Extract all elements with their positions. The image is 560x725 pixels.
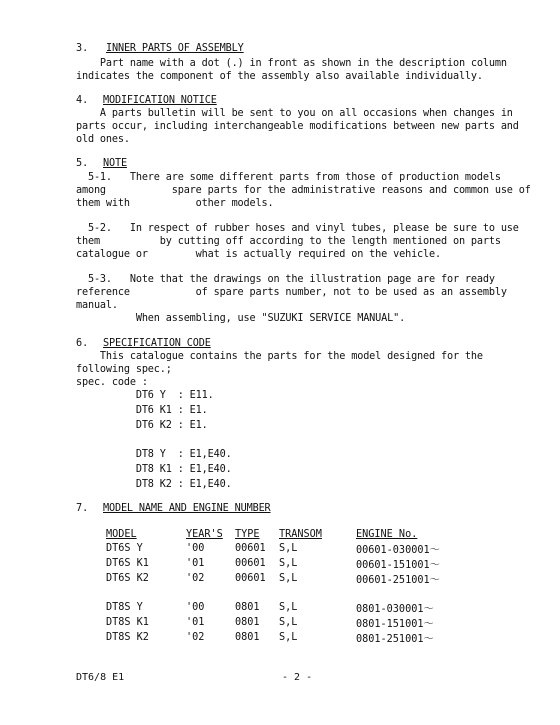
cell-year: '02 [186,573,205,584]
note-5-3-line-4: When assembling, use "SUZUKI SERVICE MANUAL". [76,313,406,324]
section-6-line-3: spec. code : [76,377,148,388]
table-row [106,541,446,556]
cell-transom: S,L [279,573,298,584]
spec-code-dt8-k1: DT8 K1 : E1,E40. [76,464,232,475]
spec-code-dt8-k2: DT8 K2 : E1,E40. [76,479,232,490]
table-row [106,571,446,586]
section-6-number: 6. [76,338,89,349]
section-5-title: NOTE [103,158,127,169]
section-3-line-2: indicates the component of the assembly also available individually. [76,71,483,82]
table-spacer-row [106,586,446,600]
cell-transom: S,L [279,543,298,554]
header-transom: TRANSOM [279,529,322,540]
cell-transom: S,L [279,602,298,613]
cell-model: DT8S K2 [106,632,149,643]
section-3-line-1: Part name with a dot (.) in front as shown in the description column [76,58,507,69]
cell-model: DT8S K1 [106,617,149,628]
cell-engine-no: 0801-030001～ [356,604,434,615]
note-5-1-line-3: them with other models. [76,198,274,209]
cell-engine-no: 00601-030001～ [356,545,440,556]
spec-code-dt6-k1: DT6 K1 : E1. [76,405,208,416]
model-engine-table [106,528,446,645]
cell-engine-no: 0801-151001～ [356,619,434,630]
note-5-2-line-3: catalogue or what is actually required on the vehicle. [76,249,441,260]
note-5-3-line-1: 5-3. Note that the drawings on the illustration page are for ready [76,274,495,285]
cell-type: 00601 [235,573,266,584]
table-row [106,556,446,571]
page-number: - 2 - [282,672,313,683]
cell-model: DT8S Y [106,602,143,613]
note-5-3-line-2: reference of spare parts number, not to be used as an assembly [76,287,507,298]
header-model: MODEL [106,529,137,540]
section-5-number: 5. [76,158,89,169]
spec-code-dt8-y: DT8 Y : E1,E40. [76,449,232,460]
note-5-3-line-3: manual. [76,300,118,311]
spec-code-dt6-k2: DT6 K2 : E1. [76,420,208,431]
section-4-line-3: old ones. [76,134,130,145]
cell-year: '01 [186,617,205,628]
cell-transom: S,L [279,632,298,643]
cell-model: DT6S K1 [106,558,149,569]
cell-type: 0801 [235,632,260,643]
section-6-title: SPECIFICATION CODE [103,338,211,349]
section-6-line-1: This catalogue contains the parts for the model designed for the [76,351,483,362]
cell-engine-no: 0801-251001～ [356,634,434,645]
cell-model: DT6S Y [106,543,143,554]
cell-year: '00 [186,602,205,613]
section-3-title: INNER PARTS OF ASSEMBLY [106,43,244,54]
table-row [106,630,446,645]
section-4-line-2: parts occur, including interchangeable modifications between new parts and [76,121,519,132]
header-type: TYPE [235,529,260,540]
section-4-line-1: A parts bulletin will be sent to you on all occasions when changes in [76,108,513,119]
spec-code-dt6-y: DT6 Y : E11. [76,390,214,401]
cell-type: 00601 [235,543,266,554]
cell-transom: S,L [279,617,298,628]
note-5-1-line-2: among spare parts for the administrative reasons and common use of [76,185,531,196]
cell-transom: S,L [279,558,298,569]
table-header-row [106,528,446,541]
header-engine-no: ENGINE No. [356,529,418,540]
cell-year: '01 [186,558,205,569]
section-3-number: 3. [76,43,89,54]
note-5-2-line-1: 5-2. In respect of rubber hoses and vinyl tubes, please be sure to use [76,223,519,234]
cell-type: 00601 [235,558,266,569]
cell-year: '02 [186,632,205,643]
footer-model-code: DT6/8 E1 [76,672,125,683]
section-7-title: MODEL NAME AND ENGINE NUMBER [103,503,271,514]
note-5-2-line-2: them by cutting off according to the length mentioned on parts [76,236,501,247]
cell-year: '00 [186,543,205,554]
table-row [106,615,446,630]
header-years: YEAR'S [186,529,223,540]
note-5-1-line-1: 5-1. There are some different parts from those of production models [76,172,501,183]
cell-engine-no: 00601-251001～ [356,575,440,586]
section-7-number: 7. [76,503,89,514]
section-6-line-2: following spec.; [76,364,172,375]
cell-type: 0801 [235,602,260,613]
section-4-title: MODIFICATION NOTICE [103,95,217,106]
cell-engine-no: 00601-151001～ [356,560,440,571]
cell-type: 0801 [235,617,260,628]
cell-model: DT6S K2 [106,573,149,584]
table-row [106,600,446,615]
section-4-number: 4. [76,95,89,106]
